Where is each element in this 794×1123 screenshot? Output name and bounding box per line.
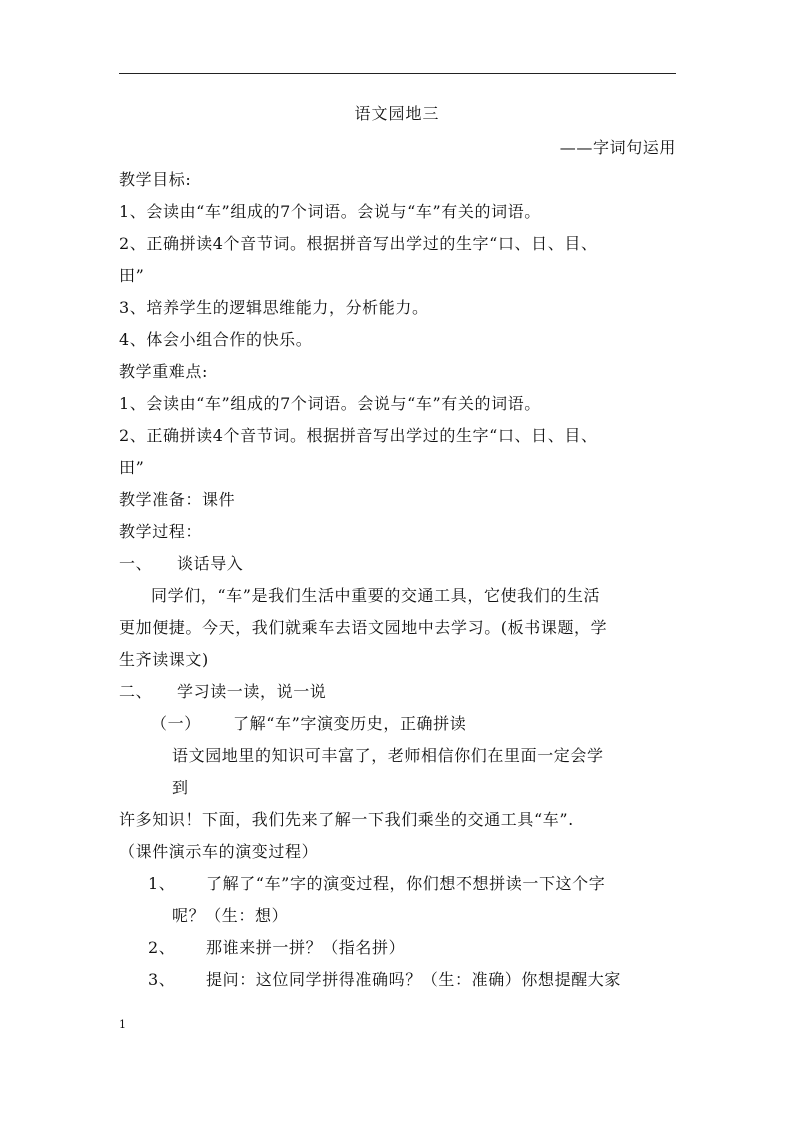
keypoint-line: 田” [119, 458, 145, 477]
step-line: 呢？（生：想） [172, 906, 289, 925]
goal-line: 1、会读由“车”组成的7个词语。会说与“车”有关的词语。 [119, 202, 541, 221]
paragraph-line: 更加便捷。今天，我们就乘车去语文园地中去学习。(板书课题，学 [119, 618, 608, 637]
step-line: 提问：这位同学拼得准确吗？（生：准确）你想提醒大家 [206, 970, 622, 989]
section-number: 一、 [119, 554, 153, 573]
step-number: 2、 [148, 938, 176, 957]
step-line: 了解了“车”字的演变过程，你们想不想拼读一下这个字 [206, 874, 606, 893]
paragraph-line: 生齐读课文) [119, 650, 209, 669]
paragraph-line: 到 [172, 778, 189, 797]
goals-heading: 教学目标: [119, 170, 192, 189]
step-line: 那谁来拼一拼？（指名拼） [206, 938, 406, 957]
header-rule [119, 73, 676, 74]
subsection-title: 了解“车”字演变历史，正确拼读 [233, 714, 467, 733]
teaching-prep: 教学准备：课件 [119, 490, 236, 509]
section-title: 学习读一读，说一说 [177, 682, 327, 701]
process-heading: 教学过程： [119, 522, 203, 541]
page-number: 1 [119, 1018, 126, 1031]
goal-line: 2、正确拼读4个音节词。根据拼音写出学过的生字“口、日、目、 [119, 234, 598, 253]
subsection-number: （一） [151, 714, 201, 733]
document-title: 语文园地三 [354, 104, 440, 123]
paragraph-line: （课件演示车的演变过程） [119, 842, 319, 861]
goal-line: 田” [119, 266, 145, 285]
document-subtitle: ——字词句运用 [559, 138, 676, 157]
goal-line: 3、培养学生的逻辑思维能力，分析能力。 [119, 298, 429, 317]
keypoints-heading: 教学重难点: [119, 362, 208, 381]
goal-line: 4、体会小组合作的快乐。 [119, 330, 313, 349]
section-number: 二、 [119, 682, 153, 701]
paragraph-line: 许多知识！下面，我们先来了解一下我们乘坐的交通工具“车”. [119, 810, 574, 829]
step-number: 3、 [148, 970, 176, 989]
step-number: 1、 [148, 874, 176, 893]
keypoint-line: 2、正确拼读4个音节词。根据拼音写出学过的生字“口、日、目、 [119, 426, 598, 445]
paragraph-line: 语文园地里的知识可丰富了，老师相信你们在里面一定会学 [172, 746, 604, 765]
keypoint-line: 1、会读由“车”组成的7个词语。会说与“车”有关的词语。 [119, 394, 541, 413]
paragraph-line: 同学们，“车”是我们生活中重要的交通工具，它使我们的生活 [151, 586, 601, 605]
section-title: 谈话导入 [177, 554, 244, 573]
